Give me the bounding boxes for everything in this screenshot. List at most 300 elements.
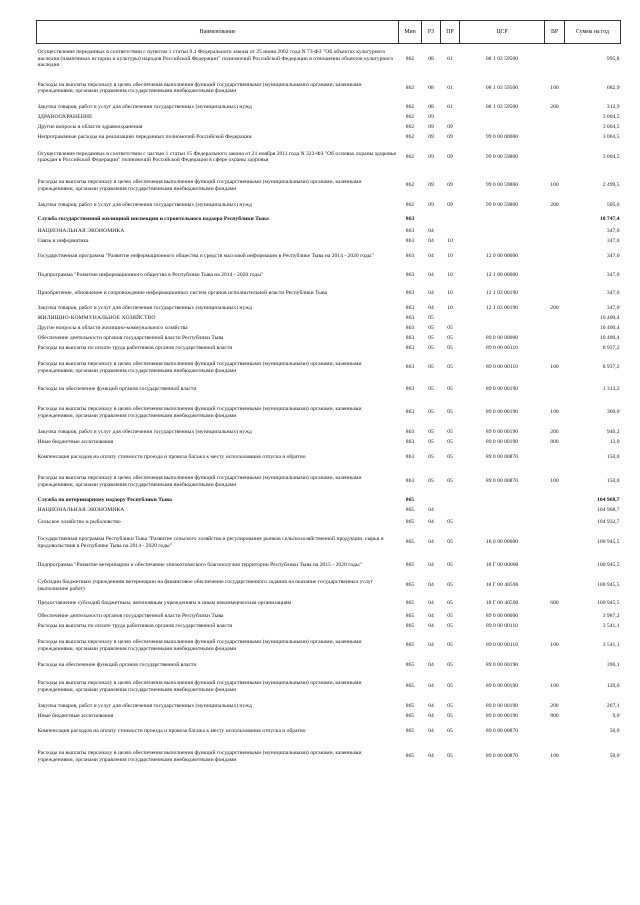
- row-sum: 104 968,7: [597, 497, 620, 504]
- row-rz: 04: [428, 290, 434, 297]
- row-pr: 05: [447, 728, 453, 735]
- row-sum: 347,0: [606, 271, 620, 278]
- row-sum: 312,9: [606, 104, 620, 111]
- row-rz: 04: [428, 562, 434, 569]
- row-rz: 04: [428, 600, 434, 607]
- row-pr: 09: [447, 182, 453, 189]
- row-vr: [545, 227, 565, 237]
- row-name: Осуществление переданных в соответствии с пунктом 1 статьи 9.1 Федерального закона от 25 июня 2002 года N 73-ФЗ "Об объектах культурного наследия (памятниках истории и культуры) народов Российской Федерации" полномочий Российской Федерации в отношении объектов культурного наследия: [37, 49, 394, 68]
- row-sum: 347,0: [606, 238, 620, 245]
- row-rz: 05: [428, 325, 434, 332]
- row-rz: 09: [428, 134, 434, 141]
- row-vr: [545, 516, 565, 530]
- row-csr: [460, 227, 545, 237]
- row-csr: 89 0 00 00190: [485, 683, 519, 690]
- row-name: Подпрограмма "Развитие ветеринарии и обеспечение эпизоотического благополучия территории Республики Тыва на 2015 - 2020 годы": [37, 562, 362, 569]
- row-csr: [460, 123, 545, 133]
- row-min: 863: [405, 345, 415, 352]
- row-min: 865: [405, 497, 415, 504]
- row-csr: 89 0 00 00870: [485, 728, 519, 735]
- row-vr: [545, 324, 565, 334]
- row-name: Приобретение, обновление и сопровождение информационных систем органов исполнительной власти Республики Тыва: [37, 290, 328, 297]
- row-vr: [545, 382, 565, 398]
- row-name: Расходы на выплаты по оплате труда работников органов государственной власти: [37, 623, 233, 630]
- row-vr: [545, 556, 565, 576]
- table-row: [37, 468, 621, 496]
- row-min: 863: [405, 305, 415, 312]
- row-vr: 100: [550, 409, 559, 416]
- table-row: [37, 448, 621, 468]
- row-csr: 89 0 00 00190: [485, 703, 519, 710]
- table-row: [37, 398, 621, 428]
- row-sum: 50,0: [609, 753, 620, 760]
- row-name: НАЦИОНАЛЬНАЯ ЭКОНОМИКА: [37, 228, 125, 235]
- row-csr: 89 0 00 00110: [486, 364, 518, 371]
- row-rz: 05: [428, 478, 434, 485]
- row-sum: 267,1: [606, 703, 620, 710]
- row-rz: 09: [428, 124, 434, 131]
- row-csr: 12 1 03 00190: [485, 290, 519, 297]
- row-rz: 09: [428, 153, 434, 160]
- row-rz: 05: [428, 429, 434, 436]
- row-pr: 05: [447, 600, 453, 607]
- row-rz: 04: [428, 228, 434, 235]
- row-min: 863: [405, 335, 415, 342]
- table-row: [37, 632, 621, 660]
- row-rz: 05: [428, 409, 434, 416]
- row-rz: 04: [428, 703, 434, 710]
- row-sum: 50,0: [609, 728, 620, 735]
- row-rz: 05: [428, 345, 434, 352]
- row-rz: 05: [428, 315, 434, 322]
- row-pr: 09: [447, 153, 453, 160]
- row-name: Иные бюджетные ассигнования: [37, 439, 114, 446]
- row-sum: 8 937,2: [602, 345, 620, 352]
- table-header-row: [37, 21, 621, 44]
- row-sum: 104 968,7: [597, 507, 620, 514]
- table-row: [37, 556, 621, 576]
- row-sum: 10 400,4: [599, 335, 620, 342]
- row-name: Обеспечение деятельности органов государственной власти Республики Тыва: [37, 613, 224, 620]
- row-name: Расходы на выплаты по оплате труда работников органов государственной власти: [37, 345, 233, 352]
- row-vr: [545, 212, 565, 227]
- row-sum: 3 004,5: [602, 134, 620, 141]
- row-name: Осуществление переданных в соответствии с частью 1 статьи 15 Федерального закона от 21 ноября 2011 года N 323-ФЗ "Об основах охраны здоровья граждан в Российской Федерации" полномочий Российской Федерации в сфере охраны здоровья: [37, 150, 396, 163]
- table-row: [37, 530, 621, 556]
- row-pr: 05: [447, 582, 453, 589]
- row-vr: [545, 133, 565, 143]
- row-min: 863: [405, 228, 415, 235]
- row-rz: 04: [428, 305, 434, 312]
- row-vr: 100: [550, 478, 559, 485]
- row-sum: 347,0: [606, 253, 620, 260]
- row-pr: 05: [447, 613, 453, 620]
- table-row: [37, 123, 621, 133]
- row-rz: 04: [428, 271, 434, 278]
- row-csr: 89 0 00 00190: [485, 429, 519, 436]
- row-csr: 89 0 00 00110: [486, 623, 518, 630]
- row-vr: [545, 284, 565, 304]
- row-min: 862: [405, 182, 415, 189]
- table-row: [37, 237, 621, 247]
- row-vr: [545, 660, 565, 672]
- row-min: 865: [405, 642, 415, 649]
- row-rz: 08: [428, 55, 434, 62]
- table-row: [37, 172, 621, 200]
- row-pr: 05: [447, 753, 453, 760]
- row-rz: 05: [428, 364, 434, 371]
- row-csr: 89 0 00 00000: [485, 613, 519, 620]
- row-csr: 99 0 00 59800: [485, 153, 519, 160]
- row-sum: 3 004,5: [602, 114, 620, 121]
- row-pr: 05: [447, 519, 453, 526]
- row-min: 862: [405, 104, 415, 111]
- table-row: [37, 354, 621, 382]
- row-sum: 682,9: [606, 84, 620, 91]
- row-name: Закупка товаров, работ и услуг для обеспечения государственных (муниципальных) нужд: [37, 202, 252, 209]
- row-csr: [460, 314, 545, 324]
- row-vr: [545, 530, 565, 556]
- row-csr: 08 1 03 59500: [485, 84, 519, 91]
- row-sum: 360,0: [606, 409, 620, 416]
- row-sum: 347,0: [606, 228, 620, 235]
- row-pr: 05: [447, 478, 453, 485]
- row-min: 863: [405, 454, 415, 461]
- row-csr: 89 0 00 00190: [485, 409, 519, 416]
- table-row: [37, 344, 621, 354]
- row-sum: 2 499,5: [602, 182, 620, 189]
- row-sum: 120,0: [606, 683, 620, 690]
- row-min: 863: [405, 386, 415, 393]
- table-row: [37, 74, 621, 103]
- row-rz: 04: [428, 623, 434, 630]
- row-csr: 89 0 00 00190: [485, 439, 519, 446]
- row-csr: 18 Г 00 40590: [485, 600, 519, 607]
- row-min: 865: [405, 683, 415, 690]
- row-rz: 08: [428, 84, 434, 91]
- table-row: [37, 722, 621, 742]
- table-row: [37, 428, 621, 438]
- row-sum: 10 400,4: [599, 315, 620, 322]
- row-pr: 05: [447, 409, 453, 416]
- table-row: [37, 576, 621, 596]
- row-min: 865: [405, 713, 415, 720]
- table-row: [37, 133, 621, 143]
- budget-table: [36, 20, 621, 772]
- row-sum: 13,0: [609, 439, 620, 446]
- row-name: Иные бюджетные ассигнования: [37, 713, 114, 720]
- table-row: [37, 227, 621, 237]
- row-vr: [545, 123, 565, 133]
- row-csr: [460, 237, 545, 247]
- row-min: 862: [405, 153, 415, 160]
- row-csr: [460, 113, 545, 123]
- row-rz: 08: [428, 104, 434, 111]
- row-min: 863: [405, 290, 415, 297]
- row-sum: 347,0: [606, 305, 620, 312]
- row-min: 863: [405, 478, 415, 485]
- row-pr: 09: [447, 124, 453, 131]
- row-name: Другие вопросы в области жилищно-коммунального хозяйства: [37, 325, 188, 332]
- row-pr: 05: [447, 562, 453, 569]
- row-rz: 04: [428, 519, 434, 526]
- row-min: 862: [405, 84, 415, 91]
- table-row: [37, 596, 621, 612]
- header-name: Наименование: [37, 21, 399, 44]
- row-min: 863: [405, 271, 415, 278]
- row-vr: 100: [550, 683, 559, 690]
- row-name: Компенсация расходов на оплату стоимости проезда и провоза багажа к месту использования отпуска и обратно: [37, 728, 306, 735]
- row-vr: 800: [550, 713, 559, 720]
- row-pr: 10: [447, 305, 453, 312]
- row-sum: 100 945,5: [597, 600, 620, 607]
- row-pr: 10: [447, 253, 453, 260]
- row-csr: [460, 506, 545, 516]
- row-min: 865: [405, 582, 415, 589]
- row-name: Расходы на выплаты персоналу в целях обеспечения выполнения функций государственными (муниципальными) органами, казенными учреждениями, органами управления государственными внебюджетными фондами: [37, 475, 362, 488]
- row-name: Служба по ветеринарному надзору Республики Тыва: [37, 497, 172, 504]
- table-row: [37, 247, 621, 267]
- table-row: [37, 113, 621, 123]
- row-csr: [460, 212, 545, 227]
- row-min: 862: [405, 124, 415, 131]
- row-name: Сельское хозяйство и рыболовство: [37, 519, 121, 526]
- row-csr: 89 0 00 00870: [485, 753, 519, 760]
- row-sum: 995,8: [606, 55, 620, 62]
- row-rz: 04: [428, 238, 434, 245]
- row-name: Расходы на обеспечение функций органов государственной власти: [37, 386, 197, 393]
- row-sum: 3 541,1: [602, 642, 620, 649]
- row-vr: 100: [550, 182, 559, 189]
- row-min: 863: [405, 315, 415, 322]
- table-row: [37, 212, 621, 227]
- row-rz: [422, 212, 441, 227]
- row-min: 862: [405, 55, 415, 62]
- row-vr: 100: [550, 84, 559, 91]
- row-name: Компенсация расходов на оплату стоимости проезда и провоза багажа к месту использования отпуска и обратно: [37, 454, 306, 461]
- row-rz: 04: [428, 539, 434, 546]
- row-vr: [545, 722, 565, 742]
- row-csr: 08 1 03 59500: [485, 104, 519, 111]
- row-name: Закупка товаров, работ и услуг для обеспечения государственных (муниципальных) нужд: [37, 429, 252, 436]
- header-rz: РЗ: [422, 21, 441, 44]
- row-vr: 200: [550, 305, 559, 312]
- row-sum: 3 987,2: [602, 613, 620, 620]
- row-sum: 505,0: [606, 202, 620, 209]
- row-name: ЖИЛИЩНО-КОММУНАЛЬНОЕ ХОЗЯЙСТВО: [37, 315, 156, 322]
- row-pr: 05: [447, 454, 453, 461]
- row-csr: 89 0 00 00190: [485, 662, 519, 669]
- row-min: 865: [405, 600, 415, 607]
- row-vr: [545, 506, 565, 516]
- row-csr: 18 0 00 00000: [485, 539, 519, 546]
- row-min: 865: [405, 507, 415, 514]
- row-vr: 100: [550, 753, 559, 760]
- row-vr: [545, 496, 565, 506]
- row-vr: [545, 267, 565, 284]
- row-name: НАЦИОНАЛЬНАЯ ЭКОНОМИКА: [37, 507, 125, 514]
- row-pr: 05: [447, 713, 453, 720]
- row-vr: 200: [550, 104, 559, 111]
- row-pr: [441, 212, 460, 227]
- row-min: 863: [405, 409, 415, 416]
- row-rz: 04: [428, 642, 434, 649]
- row-vr: [545, 612, 565, 622]
- row-name: Субсидии бюджетным учреждениям ветеринарии на финансовое обеспечение государственного задания на оказание государственных услуг (выполнение работ): [37, 579, 373, 592]
- row-pr: 10: [447, 290, 453, 297]
- row-csr: 18 Г 00 00000: [485, 562, 519, 569]
- row-rz: 05: [428, 454, 434, 461]
- row-rz: 04: [428, 253, 434, 260]
- row-min: 865: [405, 623, 415, 630]
- table-row: [37, 200, 621, 212]
- row-csr: 12 1 00 00000: [485, 271, 519, 278]
- header-min: Мин: [399, 21, 422, 44]
- row-min: 863: [405, 215, 415, 222]
- row-vr: 200: [550, 703, 559, 710]
- row-csr: [460, 516, 545, 530]
- row-csr: 89 0 00 00000: [485, 335, 519, 342]
- row-vr: [545, 113, 565, 123]
- row-rz: 09: [428, 202, 434, 209]
- row-name: ЗДРАВООХРАНЕНИЕ: [37, 114, 93, 121]
- row-sum: 100 945,5: [597, 562, 620, 569]
- row-rz: 05: [428, 335, 434, 342]
- header-csr: ЦСР: [460, 21, 545, 44]
- row-pr: 10: [447, 271, 453, 278]
- row-name: Обеспечение деятельности органов государственной власти Республики Тыва: [37, 335, 224, 342]
- row-min: 863: [405, 429, 415, 436]
- row-vr: 800: [550, 439, 559, 446]
- row-pr: 01: [447, 84, 453, 91]
- row-pr: 10: [447, 238, 453, 245]
- row-min: 863: [405, 253, 415, 260]
- table-row: [37, 103, 621, 113]
- table-row: [37, 712, 621, 722]
- row-csr: 18 Г 00 40590: [485, 582, 519, 589]
- row-min: 863: [405, 238, 415, 245]
- row-sum: 347,0: [606, 290, 620, 297]
- row-rz: 04: [428, 713, 434, 720]
- row-csr: 99 0 00 00000: [485, 134, 519, 141]
- row-name: Расходы на обеспечение функций органов государственной власти: [37, 662, 197, 669]
- row-name: Государственная программа Республики Тыва "Развитие сельского хозяйства и регулирование рынков сельскохозяйственной продукции, сырья и продовольствия в Республике Тыва на 2014 - 2020 годы": [37, 536, 384, 549]
- row-csr: 89 0 00 00190: [485, 386, 519, 393]
- row-vr: 100: [550, 642, 559, 649]
- row-min: 865: [405, 519, 415, 526]
- table-row: [37, 284, 621, 304]
- row-vr: 200: [550, 429, 559, 436]
- row-rz: 05: [428, 386, 434, 393]
- row-sum: 396,1: [606, 662, 620, 669]
- row-pr: [441, 314, 460, 324]
- row-rz: 04: [428, 507, 434, 514]
- row-rz: 04: [428, 753, 434, 760]
- table-row: [37, 334, 621, 344]
- row-min: 865: [405, 728, 415, 735]
- row-vr: [545, 344, 565, 354]
- row-pr: 05: [447, 364, 453, 371]
- table-row: [37, 314, 621, 324]
- row-pr: [441, 506, 460, 516]
- table-row: [37, 516, 621, 530]
- row-pr: 05: [447, 439, 453, 446]
- row-pr: 01: [447, 55, 453, 62]
- row-name: Подпрограмма "Развитие информационного общества в Республике Тыва на 2014 - 2020 годы": [37, 271, 264, 278]
- row-name: Расходы на выплаты персоналу в целях обеспечения выполнения функций государственными (муниципальными) органами, казенными учреждениями, органами управления государственными внебюджетными фондами: [37, 680, 362, 693]
- row-csr: 12 1 03 00190: [485, 305, 519, 312]
- row-pr: 05: [447, 662, 453, 669]
- row-pr: 05: [447, 325, 453, 332]
- table-row: [37, 304, 621, 314]
- row-pr: 05: [447, 642, 453, 649]
- row-min: 863: [405, 325, 415, 332]
- row-csr: 08 1 03 59500: [485, 55, 519, 62]
- row-sum: 3 541,1: [602, 623, 620, 630]
- row-name: Расходы на выплаты персоналу в целях обеспечения выполнения функций государственными (муниципальными) органами, казенными учреждениями, органами управления государственными внебюджетными фондами: [37, 179, 362, 192]
- row-name: Закупка товаров, работ и услуг для обеспечения государственных (муниципальных) нужд: [37, 703, 252, 710]
- row-pr: 05: [447, 345, 453, 352]
- row-vr: [545, 576, 565, 596]
- row-rz: 04: [428, 582, 434, 589]
- row-sum: 1 313,2: [602, 386, 620, 393]
- row-pr: 05: [447, 703, 453, 710]
- row-csr: [460, 324, 545, 334]
- row-name: Служба государственной жилищной инспекции и строительного надзора Республики Тыва: [37, 215, 269, 222]
- row-rz: 04: [428, 683, 434, 690]
- row-min: 865: [405, 703, 415, 710]
- row-sum: 9,0: [612, 713, 620, 720]
- row-name: Расходы на выплаты персоналу в целях обеспечения выполнения функций государственными (муниципальными) органами, казенными учреждениями, органами управления государственными внебюджетными фондами: [37, 361, 362, 374]
- row-min: 865: [405, 662, 415, 669]
- table-row: [37, 382, 621, 398]
- row-csr: 89 0 00 00110: [486, 345, 518, 352]
- row-pr: 05: [447, 623, 453, 630]
- row-rz: 09: [428, 182, 434, 189]
- row-pr: [441, 113, 460, 123]
- row-min: 863: [405, 364, 415, 371]
- row-name: Предоставление субсидий бюджетным, автономным учреждениям и иным некоммерческим организациям: [37, 600, 292, 607]
- row-pr: 05: [447, 683, 453, 690]
- row-rz: 05: [428, 439, 434, 446]
- row-csr: 89 0 00 00870: [485, 454, 519, 461]
- row-csr: 89 0 00 00110: [486, 642, 518, 649]
- row-name: Расходы на выплаты персоналу в целях обеспечения выполнения функций государственными (муниципальными) органами, казенными учреждениями, органами управления государственными внебюджетными фондами: [37, 750, 362, 763]
- row-name: Другие вопросы в области здравоохранения: [37, 124, 143, 131]
- table-row: [37, 44, 621, 74]
- row-pr: 05: [447, 539, 453, 546]
- table-row: [37, 506, 621, 516]
- row-vr: [545, 622, 565, 632]
- row-name: Закупка товаров, работ и услуг для обеспечения государственных (муниципальных) нужд: [37, 104, 252, 111]
- row-vr: 100: [550, 364, 559, 371]
- row-sum: 100 945,5: [597, 539, 620, 546]
- row-sum: 3 004,5: [602, 153, 620, 160]
- row-csr: 99 0 00 59800: [485, 202, 519, 209]
- row-pr: [441, 496, 460, 506]
- header-vr: ВР: [545, 21, 565, 44]
- row-min: 865: [405, 753, 415, 760]
- table-row: [37, 496, 621, 506]
- table-row: [37, 324, 621, 334]
- row-name: Государственная программа "Развитие информационного общества и средств массовой информации в Республике Тыва на 2014 - 2020 годы": [37, 253, 374, 260]
- row-vr: 200: [550, 202, 559, 209]
- row-pr: 05: [447, 429, 453, 436]
- table-row: [37, 702, 621, 712]
- row-vr: [545, 448, 565, 468]
- row-vr: [545, 143, 565, 172]
- table-row: [37, 660, 621, 672]
